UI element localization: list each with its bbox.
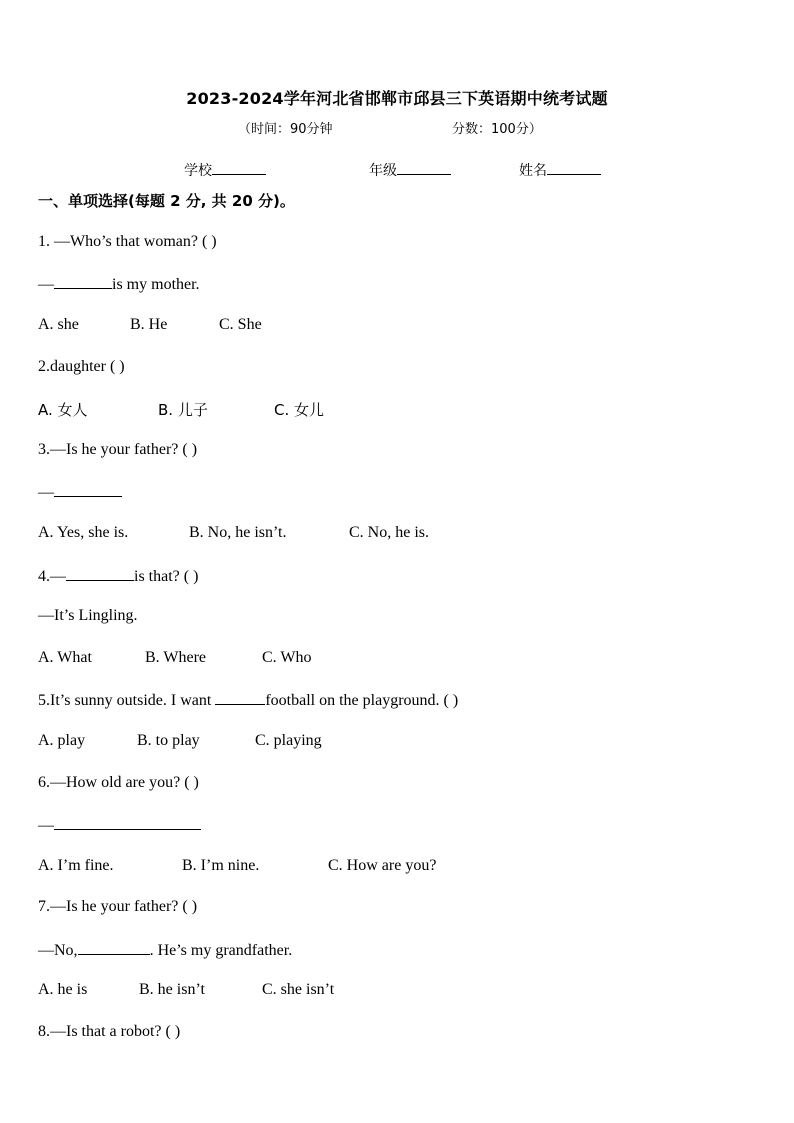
answer-blank[interactable] xyxy=(54,482,122,497)
question-5-stem xyxy=(38,690,458,710)
question-4-stem xyxy=(38,566,198,586)
question-8-stem: 8.—Is that a robot? ( ) xyxy=(38,1023,181,1040)
school-field xyxy=(184,160,266,180)
question-7-option-a[interactable]: A. he is xyxy=(38,981,88,998)
question-1-answer xyxy=(38,274,200,294)
grade-field xyxy=(369,160,451,180)
question-6-option-a[interactable]: A. I’m fine. xyxy=(38,857,114,874)
answer-prefix: —No, xyxy=(38,942,78,959)
question-6-option-b[interactable]: B. I’m nine. xyxy=(182,857,260,874)
question-1-option-b[interactable]: B. He xyxy=(130,316,168,333)
exam-title: 2023-2024学年河北省邯郸市邱县三下英语期中统考试题 xyxy=(186,89,608,108)
answer-text: is my mother. xyxy=(112,276,200,293)
question-1-option-a[interactable]: A. she xyxy=(38,316,79,333)
question-3-stem: 3.—Is he your father? ( ) xyxy=(38,441,198,458)
question-4-option-b[interactable]: B. Where xyxy=(145,649,207,666)
name-label: 姓名 xyxy=(519,163,547,179)
answer-dash: — xyxy=(38,817,54,834)
question-2-option-b[interactable]: B. 儿子 xyxy=(158,401,208,419)
stem-prefix: 5.It’s sunny outside. I want xyxy=(38,692,216,709)
answer-blank[interactable] xyxy=(78,940,150,955)
question-6-option-c[interactable]: C. How are you? xyxy=(328,857,437,874)
question-2-stem: 2.daughter ( ) xyxy=(38,358,125,375)
exam-time: （时间：90分钟 xyxy=(238,122,333,137)
answer-blank[interactable] xyxy=(54,815,201,830)
stem-blank[interactable] xyxy=(215,690,265,705)
question-5-option-c[interactable]: C. playing xyxy=(255,732,322,749)
question-1-stem: 1. —Who’s that woman? ( ) xyxy=(38,233,217,250)
section-heading: 一、单项选择(每题 2 分, 共 20 分)。 xyxy=(38,192,295,210)
name-field xyxy=(519,160,601,180)
name-blank[interactable] xyxy=(547,160,601,175)
stem-prefix: 4.— xyxy=(38,568,66,585)
question-6-answer xyxy=(38,815,201,835)
question-7-option-b[interactable]: B. he isn’t xyxy=(139,981,205,998)
question-7-option-c[interactable]: C. she isn’t xyxy=(262,981,335,998)
exam-score: 分数：100分） xyxy=(452,122,542,137)
question-4-option-a[interactable]: A. What xyxy=(38,649,92,666)
answer-dash: — xyxy=(38,276,54,293)
question-3-option-b[interactable]: B. No, he isn’t. xyxy=(189,524,287,541)
grade-label: 年级 xyxy=(369,163,397,179)
school-blank[interactable] xyxy=(212,160,266,175)
question-4-answer: —It’s Lingling. xyxy=(38,607,138,624)
answer-text: . He’s my grandfather. xyxy=(149,942,293,959)
question-3-option-c[interactable]: C. No, he is. xyxy=(349,524,429,541)
stem-suffix: football on the playground. ( ) xyxy=(265,692,459,709)
grade-blank[interactable] xyxy=(397,160,451,175)
question-3-option-a[interactable]: A. Yes, she is. xyxy=(38,524,129,541)
question-3-answer xyxy=(38,482,122,502)
school-label: 学校 xyxy=(184,163,212,179)
question-6-stem: 6.—How old are you? ( ) xyxy=(38,774,199,791)
question-5-option-a[interactable]: A. play xyxy=(38,732,86,749)
question-5-option-b[interactable]: B. to play xyxy=(137,732,200,749)
stem-suffix: is that? ( ) xyxy=(134,568,199,585)
answer-blank[interactable] xyxy=(54,274,112,289)
answer-dash: — xyxy=(38,484,54,501)
question-4-option-c[interactable]: C. Who xyxy=(262,649,312,666)
question-2-option-c[interactable]: C. 女儿 xyxy=(274,401,325,419)
question-2-option-a[interactable]: A. 女人 xyxy=(38,401,88,419)
stem-blank[interactable] xyxy=(66,566,134,581)
question-1-option-c[interactable]: C. She xyxy=(219,316,262,333)
question-7-stem: 7.—Is he your father? ( ) xyxy=(38,898,198,915)
question-7-answer xyxy=(38,940,292,960)
